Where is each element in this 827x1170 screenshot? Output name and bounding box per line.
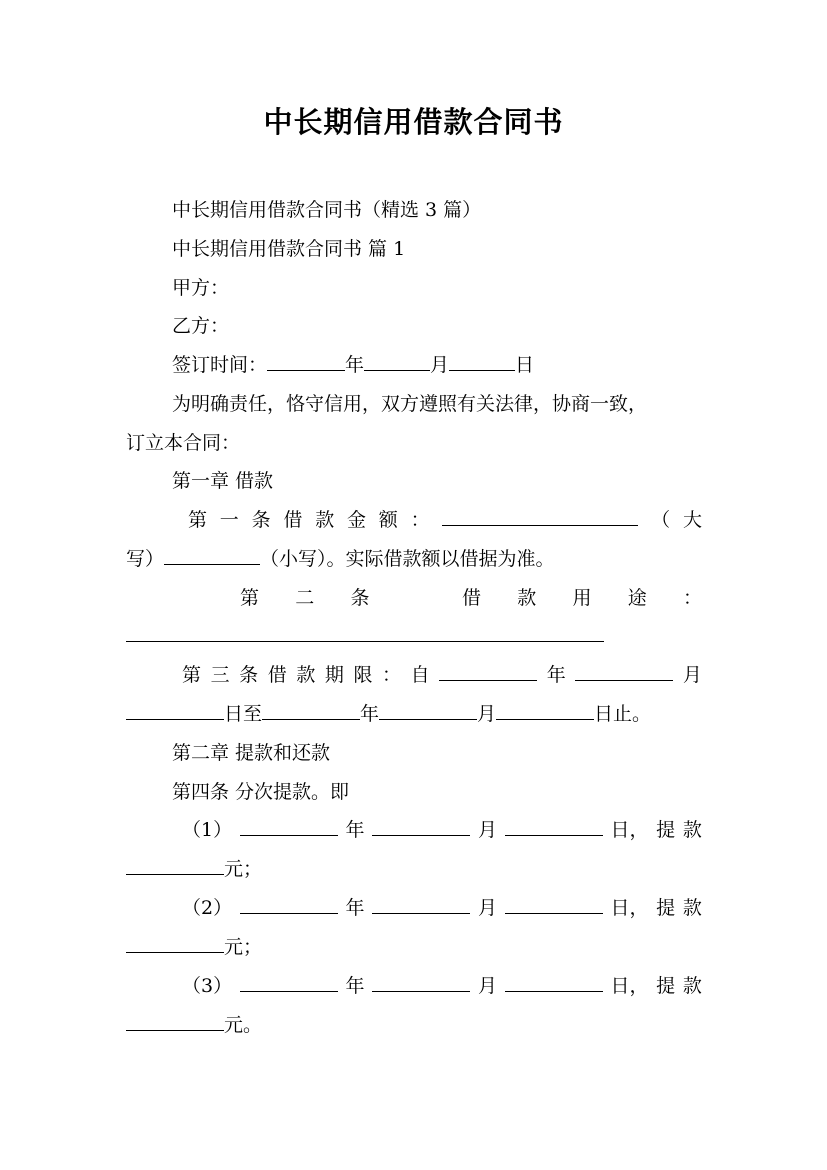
article-1-line2-rest: （小写）。实际借款额以借据为准。	[260, 548, 555, 570]
chapter-1-heading: 第一章 借款	[172, 470, 274, 492]
article-4-heading: 第四条 分次提款。即	[172, 781, 350, 803]
party-b-label: 乙方：	[172, 315, 230, 337]
article-3-char: 期	[324, 664, 344, 686]
installment-1-amount-blank	[126, 873, 224, 875]
article-1-char: 款	[315, 509, 335, 531]
installment-2-amount-blank	[126, 951, 224, 953]
article-3-end: 日止。	[594, 703, 652, 725]
loan-amount-blank	[442, 524, 638, 526]
installment-index: （2）	[182, 897, 233, 919]
sign-time-line	[126, 346, 748, 384]
installment-3-day-blank	[505, 990, 603, 992]
installment-1-year-blank	[240, 834, 338, 836]
article-2-char: 条	[350, 587, 370, 609]
installment-3-line-2	[126, 1006, 702, 1044]
article-3-end-month: 月	[477, 703, 497, 725]
article-1-paren: （	[651, 509, 671, 531]
installment-1-line-1	[126, 811, 702, 849]
installment-3-line-1	[126, 967, 702, 1005]
sign-year-blank	[267, 369, 345, 371]
article-1-line-2	[126, 540, 702, 578]
loan-purpose-blank	[126, 640, 604, 642]
article-1-da: 大	[682, 509, 702, 531]
article-3-day-to: 日至	[224, 703, 263, 725]
section-heading: 中长期信用借款合同书 篇 1	[172, 238, 406, 260]
article-1-char: 借	[283, 509, 303, 531]
article-2-char: 途	[627, 587, 647, 609]
installment-tail: 元；	[224, 936, 263, 958]
article-3-char: 款	[296, 664, 316, 686]
article-2-char: ：	[682, 587, 702, 609]
sign-day-label: 日	[515, 354, 535, 376]
installment-3-amount-blank	[126, 1029, 224, 1031]
document-title: 中长期信用借款合同书	[263, 105, 564, 139]
installment-kuan: 款	[682, 975, 702, 997]
article-3-char: 借	[267, 664, 287, 686]
sign-month-blank	[364, 369, 430, 371]
term-start-day-blank	[126, 718, 224, 720]
article-1-char: 额	[378, 509, 398, 531]
article-3-line-1	[126, 656, 702, 694]
article-1-char: 一	[219, 509, 239, 531]
article-2-char: 第	[240, 587, 260, 609]
article-3-char: 自	[410, 664, 430, 686]
preamble-line-2: 订立本合同：	[126, 432, 241, 454]
chapter-2-heading: 第二章 提款和还款	[172, 742, 331, 764]
installment-index: （1）	[182, 819, 233, 841]
installment-2-line-2	[126, 928, 702, 966]
term-end-day-blank	[496, 718, 594, 720]
article-3-char: 第	[182, 664, 202, 686]
article-2-line-2	[126, 617, 702, 655]
installment-1-line-2	[126, 850, 702, 888]
installment-month: 月	[477, 897, 497, 919]
party-a-label: 甲方：	[172, 277, 230, 299]
article-3-char: 条	[239, 664, 259, 686]
installment-ti: 提	[656, 819, 676, 841]
installment-ti: 提	[656, 897, 676, 919]
article-1-char: 金	[346, 509, 366, 531]
article-2-char: 用	[572, 587, 592, 609]
article-1-char: ：	[410, 509, 430, 531]
installment-month: 月	[477, 819, 497, 841]
article-3-char: ：	[382, 664, 402, 686]
installment-day: 日，	[610, 897, 649, 919]
installment-tail: 元。	[224, 1014, 263, 1036]
subtitle: 中长期信用借款合同书（精选 3 篇）	[172, 199, 482, 221]
article-3-line-2	[126, 695, 702, 733]
term-end-month-blank	[379, 718, 477, 720]
installment-index: （3）	[182, 975, 233, 997]
installment-ti: 提	[656, 975, 676, 997]
article-1-char: 第	[188, 509, 208, 531]
article-2-char: 款	[517, 587, 537, 609]
article-3-end-year: 年	[360, 703, 380, 725]
article-1-char: 条	[251, 509, 271, 531]
article-2-char: 借	[461, 587, 481, 609]
installment-3-year-blank	[240, 990, 338, 992]
installment-2-month-blank	[372, 912, 470, 914]
installment-1-month-blank	[372, 834, 470, 836]
installment-tail: 元；	[224, 858, 263, 880]
installment-day: 日，	[610, 819, 649, 841]
article-1-line2-start: 写）	[126, 548, 165, 570]
installment-2-year-blank	[240, 912, 338, 914]
installment-day: 日，	[610, 975, 649, 997]
installment-2-line-1	[126, 889, 702, 927]
installment-3-month-blank	[372, 990, 470, 992]
sign-year-label: 年	[345, 354, 365, 376]
installment-kuan: 款	[682, 897, 702, 919]
installment-1-day-blank	[505, 834, 603, 836]
preamble-line-1: 为明确责任，恪守信用，双方遵照有关法律，协商一致，	[172, 393, 648, 415]
sign-month-label: 月	[430, 354, 450, 376]
installment-year: 年	[345, 975, 365, 997]
sign-time-label: 签订时间：	[172, 354, 268, 376]
term-end-year-blank	[262, 718, 360, 720]
sign-day-blank	[449, 369, 515, 371]
article-3-char: 三	[210, 664, 230, 686]
article-1-line-1	[126, 501, 702, 539]
installment-year: 年	[345, 897, 365, 919]
installment-month: 月	[477, 975, 497, 997]
term-start-month-blank	[575, 679, 673, 681]
article-3-year: 年	[546, 664, 566, 686]
article-2-char: 二	[295, 587, 315, 609]
article-3-char: 限	[353, 664, 373, 686]
loan-amount-lower-blank	[164, 563, 260, 565]
article-3-month: 月	[682, 664, 702, 686]
installment-kuan: 款	[682, 819, 702, 841]
article-2-line-1	[126, 579, 702, 617]
installment-year: 年	[345, 819, 365, 841]
installment-2-day-blank	[505, 912, 603, 914]
term-start-year-blank	[439, 679, 537, 681]
